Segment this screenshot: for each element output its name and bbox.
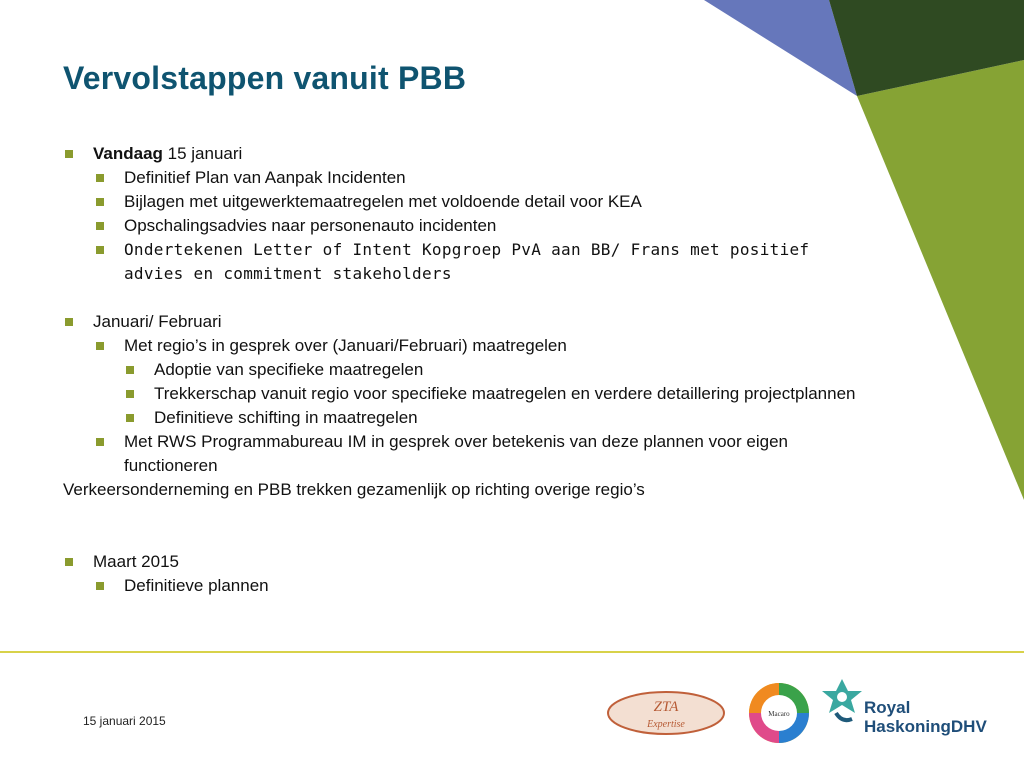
square-bullet-icon bbox=[126, 390, 134, 398]
zta-expertise-logo bbox=[606, 690, 726, 736]
square-bullet-icon bbox=[96, 582, 104, 590]
list-item-level-1 bbox=[63, 550, 863, 574]
corner-blue-shape bbox=[704, 0, 857, 96]
royal-haskoningdhv-logo bbox=[822, 675, 992, 741]
macaro-logo bbox=[744, 680, 814, 746]
list-item-text: Bijlagen met uitgewerktemaatregelen met voldoende detail voor KEA bbox=[124, 192, 642, 211]
square-bullet-icon bbox=[96, 342, 104, 350]
square-bullet-icon bbox=[65, 150, 73, 158]
list-item-text: 15 januari bbox=[162, 144, 243, 163]
square-bullet-icon bbox=[126, 414, 134, 422]
list-item-text: Definitief Plan van Aanpak Incidenten bbox=[124, 168, 406, 187]
square-bullet-icon bbox=[65, 558, 73, 566]
list-item-level-3 bbox=[63, 358, 863, 382]
macaro-logo-text: Macaro bbox=[768, 710, 790, 718]
list-item-level-2 bbox=[63, 334, 863, 358]
zta-logo-line1: ZTA bbox=[653, 699, 679, 715]
list-item-text: Verkeersonderneming en PBB trekken gezamenlijk op richting overige regio’s bbox=[63, 480, 645, 499]
square-bullet-icon bbox=[96, 222, 104, 230]
list-item-level-2 bbox=[63, 166, 863, 190]
list-item-level-1 bbox=[63, 310, 863, 334]
corner-dark-green-shape bbox=[829, 0, 1024, 96]
square-bullet-icon bbox=[96, 198, 104, 206]
bullet-list bbox=[63, 142, 863, 598]
footer-divider bbox=[0, 651, 1024, 653]
square-bullet-icon bbox=[65, 318, 73, 326]
list-spacer bbox=[63, 286, 863, 310]
footer-date: 15 januari 2015 bbox=[83, 714, 166, 728]
zta-logo-line2: Expertise bbox=[647, 719, 685, 730]
list-item-text: Definitieve schifting in maatregelen bbox=[154, 408, 418, 427]
list-spacer bbox=[63, 502, 863, 550]
rhdhv-logo-line2: HaskoningDHV bbox=[864, 717, 987, 736]
list-item-level-2 bbox=[63, 214, 863, 238]
list-item-level-2 bbox=[63, 574, 863, 598]
list-item-bold-text: Vandaag bbox=[93, 144, 163, 163]
rhdhv-star-icon bbox=[822, 679, 862, 720]
list-item-level-2 bbox=[63, 190, 863, 214]
list-item-text: Opschalingsadvies naar personenauto incidenten bbox=[124, 216, 497, 235]
list-item-text: Met regio’s in gesprek over (Januari/Februari) maatregelen bbox=[124, 336, 567, 355]
list-item-level-2 bbox=[63, 430, 863, 478]
list-item-level-2 bbox=[63, 238, 863, 286]
square-bullet-icon bbox=[96, 174, 104, 182]
list-item-text: Met RWS Programmabureau IM in gesprek over betekenis van deze plannen voor eigen functioneren bbox=[124, 432, 788, 475]
list-item-text: Ondertekenen Letter of Intent Kopgroep PvA aan BB/ Frans met positief advies en commitment stakeholders bbox=[124, 240, 810, 283]
list-item-text: Adoptie van specifieke maatregelen bbox=[154, 360, 424, 379]
list-item-text: Trekkerschap vanuit regio voor specifieke maatregelen en verdere detaillering projectplannen bbox=[154, 384, 856, 403]
square-bullet-icon bbox=[126, 366, 134, 374]
list-item-level-0 bbox=[63, 478, 863, 502]
slide-title: Vervolstappen vanuit PBB bbox=[63, 60, 467, 96]
list-item-text: Januari/ Februari bbox=[93, 312, 222, 331]
list-item-level-3 bbox=[63, 406, 863, 430]
list-item-text: Definitieve plannen bbox=[124, 576, 269, 595]
square-bullet-icon bbox=[96, 246, 104, 254]
corner-light-green-shape bbox=[857, 60, 1024, 500]
list-item-level-3 bbox=[63, 382, 863, 406]
rhdhv-logo-line1: Royal bbox=[864, 698, 911, 717]
square-bullet-icon bbox=[96, 438, 104, 446]
list-item-text: Maart 2015 bbox=[93, 552, 179, 571]
list-item-level-1 bbox=[63, 142, 863, 166]
